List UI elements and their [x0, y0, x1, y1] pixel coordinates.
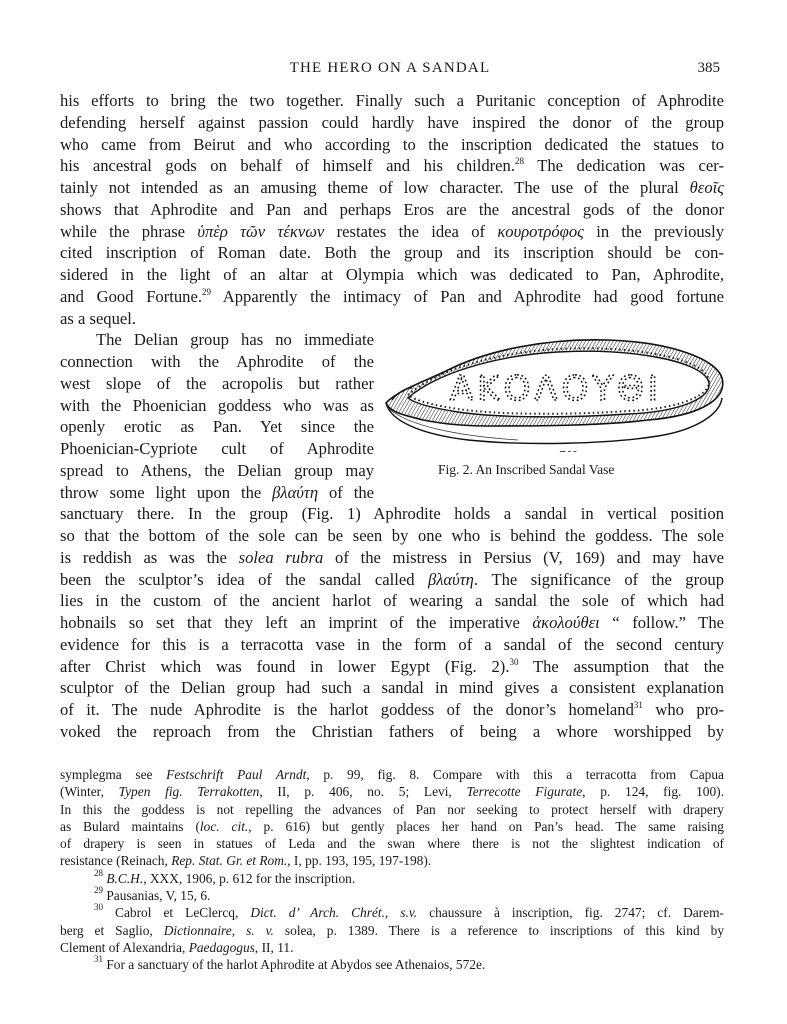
italic-title: Festschrift Paul Arndt	[166, 767, 307, 782]
text-line: The Delian group has no immediate	[96, 330, 374, 350]
running-title: THE HERO ON A SANDAL	[289, 60, 491, 76]
footnote-ref-30: 30	[509, 656, 519, 667]
figure-caption: Fig. 2. An Inscribed Sandal Vase	[438, 462, 615, 477]
text-span: restates the idea of	[336, 221, 486, 241]
italic-title: Typen fig. Terrakotten	[118, 784, 260, 800]
italic-title: B.C.H.	[106, 870, 144, 886]
footnote-ref-29: 29	[201, 286, 211, 297]
italic-title: Dictionnaire	[163, 922, 232, 938]
italic-title: loc. cit.	[199, 818, 249, 834]
text-span: and Good Fortune.	[60, 286, 202, 306]
greek-phrase: ὑπὲρ τῶν τέκνων	[197, 221, 325, 241]
text-line	[60, 286, 724, 308]
footnote-31	[60, 956, 724, 973]
text-line: shows that Aphrodite and Pan and perhaps Eros are the ancestral gods of the donor	[60, 199, 724, 219]
footnote-ref-31: 31	[633, 700, 643, 710]
text-line: connection with the Aphrodite of the	[60, 352, 374, 371]
text-line: so that the bottom of the sole can be seen by one who is behind the goddess. The sole	[60, 526, 724, 545]
footnote-line	[60, 922, 724, 939]
text-span: chaussure à inscription, fig. 2747; cf. Darem-	[429, 905, 724, 921]
text-span: after Christ which was found in lower Egypt (Fig. 2).	[60, 656, 510, 676]
greek-word: ἀκολούθει	[532, 613, 600, 632]
italic-title: Paedagogus	[188, 939, 255, 955]
text-span: tainly not intended as an amusing theme of low character. The use of the plural	[60, 178, 679, 197]
page-number: 385	[697, 60, 720, 76]
text-span: solea, p. 1389. There is a reference to inscriptions of this kind by	[284, 922, 725, 938]
footnote-30	[60, 904, 724, 921]
text-span: “ follow.” The	[612, 613, 724, 632]
running-head	[60, 58, 720, 80]
text-span: in the previously	[596, 221, 725, 241]
italic-term: solea rubra	[238, 547, 324, 567]
text-line	[60, 569, 724, 591]
footnote-line	[60, 766, 724, 783]
text-span: , XXX, 1906, p. 612 for the inscription.	[143, 870, 356, 886]
footnote-ref-28: 28	[514, 156, 524, 167]
footnote-line	[60, 818, 724, 835]
text-line: sidered in the light of an altar at Olympia which was dedicated to Pan, Aphrodite,	[60, 265, 724, 284]
text-line	[60, 699, 724, 721]
italic-title: Terrecotte Figurate	[466, 784, 583, 800]
footnote-line	[60, 783, 724, 800]
footnote-29	[60, 887, 724, 904]
text-span: The assumption that the	[518, 656, 724, 676]
italic-title: s.v.	[400, 905, 418, 921]
text-line: sanctuary there. In the group (Fig. 1) Aphrodite holds a sandal in vertical position	[60, 504, 724, 524]
sandal-inscription: ΑΚΟΛΟΥΘΙ	[450, 369, 662, 409]
text-span: as Bulard maintains (	[60, 818, 200, 834]
text-span: , I, pp. 193, 195, 197-198).	[287, 853, 432, 869]
text-line	[60, 656, 724, 678]
footnote-number: 31	[94, 954, 103, 965]
text-span: The dedication was cer-	[523, 156, 724, 176]
text-line: defending herself against passion could hardly have inspired the donor of the group	[60, 112, 724, 132]
greek-word: κουροτρόφος	[497, 221, 584, 241]
text-span: while the phrase	[60, 221, 186, 241]
italic-title: Rep. Stat. Gr. et Rom.	[171, 853, 288, 869]
text-line: sculptor of the Delian group had such a sandal in mind gives a consistent explanation	[60, 678, 724, 698]
greek-word: θεοῖς	[689, 178, 724, 197]
text-line: who came from Beirut and who according to the inscription dedicated the statues to	[60, 134, 724, 154]
italic-title: Dict. d’ Arch. Chrét.	[250, 905, 385, 921]
text-span: ,	[384, 905, 389, 921]
text-span: hobnails so set that they left an imprint of the imperative	[60, 613, 520, 632]
footnote-line: of drapery is seen in statues of Leda and the swan where there is not the slightest indication of	[60, 836, 724, 852]
footnote-number: 29	[94, 885, 103, 896]
sandal-vase-illustration	[378, 328, 728, 458]
text-span: resistance (Reinach,	[60, 853, 168, 869]
greek-word: βλαύτη	[272, 482, 319, 502]
text-span: his ancestral gods on behalf of himself and his children.	[60, 156, 515, 176]
text-span: throw some light upon the	[60, 482, 262, 502]
text-span: , p. 124, fig. 100).	[582, 784, 724, 800]
text-line: openly erotic as Pan. Yet since the	[60, 417, 374, 437]
text-line: lies in the custom of the ancient harlot of wearing a sandal the sole of which had	[60, 591, 724, 611]
text-span: Cabrol et LeClercq,	[115, 905, 239, 921]
text-line	[60, 547, 724, 569]
text-span: ,	[231, 922, 236, 938]
text-line: spread to Athens, the Delian group may	[60, 460, 374, 480]
footnote-line: In this the goddess is not repelling the advances of Pan nor seeking to protect herself with drapery	[60, 801, 724, 817]
text-line	[60, 155, 724, 177]
text-line	[60, 482, 374, 504]
text-line: his efforts to bring the two together. Finally such a Puritanic conception of Aphrodite	[60, 91, 724, 110]
italic-title: s. v.	[246, 922, 274, 938]
text-span: Clement of Alexandria,	[60, 939, 186, 955]
text-span: symplegma see	[60, 767, 153, 782]
footnote-28	[60, 867, 724, 887]
text-span: Apparently the intimacy of Pan and Aphrodite had good fortune	[210, 286, 725, 306]
footnote-number: 30	[94, 902, 103, 913]
text-span: , p. 99, fig. 8. Compare with this a terracotta from Capua	[306, 767, 724, 782]
text-span: of the	[329, 482, 374, 502]
text-line: Phoenician-Cypriote cult of Aphrodite	[60, 439, 374, 458]
text-line: voked the reproach from the Christian fathers of being a whore worshipped by	[60, 721, 724, 741]
text-span: For a sanctuary of the harlot Aphrodite at Abydos see Athenaios, 572e.	[106, 957, 486, 973]
maker-mark: ـ ـ ــ	[560, 445, 577, 455]
text-span: , II, p. 406, no. 5; Levi,	[259, 784, 452, 800]
text-line: evidence for this is a terracotta vase in the form of a sandal of the second century	[60, 634, 724, 654]
text-span: Pausanias, V, 15, 6.	[106, 888, 211, 904]
text-line	[60, 221, 724, 243]
text-line	[60, 177, 724, 199]
text-line: cited inscription of Roman date. Both the group and its inscription should be con-	[60, 243, 724, 263]
footnote-line	[60, 852, 724, 869]
footnote-number: 28	[94, 867, 103, 878]
text-span: who pro-	[642, 700, 724, 719]
footnotes	[60, 766, 724, 974]
footnote-line	[60, 939, 724, 956]
text-span: of it. The nude Aphrodite is the harlot goddess of the donor’s homeland	[60, 700, 634, 719]
text-line	[60, 612, 724, 634]
text-line: west slope of the acropolis but rather	[60, 373, 374, 393]
text-line: with the Phoenician goddess who was as	[60, 395, 374, 415]
text-span: is reddish as was the	[60, 547, 227, 567]
text-span: . The significance of the group	[473, 569, 724, 589]
text-span: berg et Saglio,	[60, 922, 153, 938]
text-span: of the mistress in Persius (V, 169) and may have	[335, 547, 724, 567]
text-span: (Winter,	[60, 784, 104, 800]
text-line: as a sequel.	[60, 308, 137, 328]
text-span: , p. 616) but gently places her hand on Pan’s head. The same raising	[248, 818, 724, 834]
text-span: been the sculptor’s idea of the sandal called	[60, 569, 415, 589]
greek-word: βλαύτη	[427, 569, 474, 589]
text-span: , II, 11.	[254, 939, 294, 955]
